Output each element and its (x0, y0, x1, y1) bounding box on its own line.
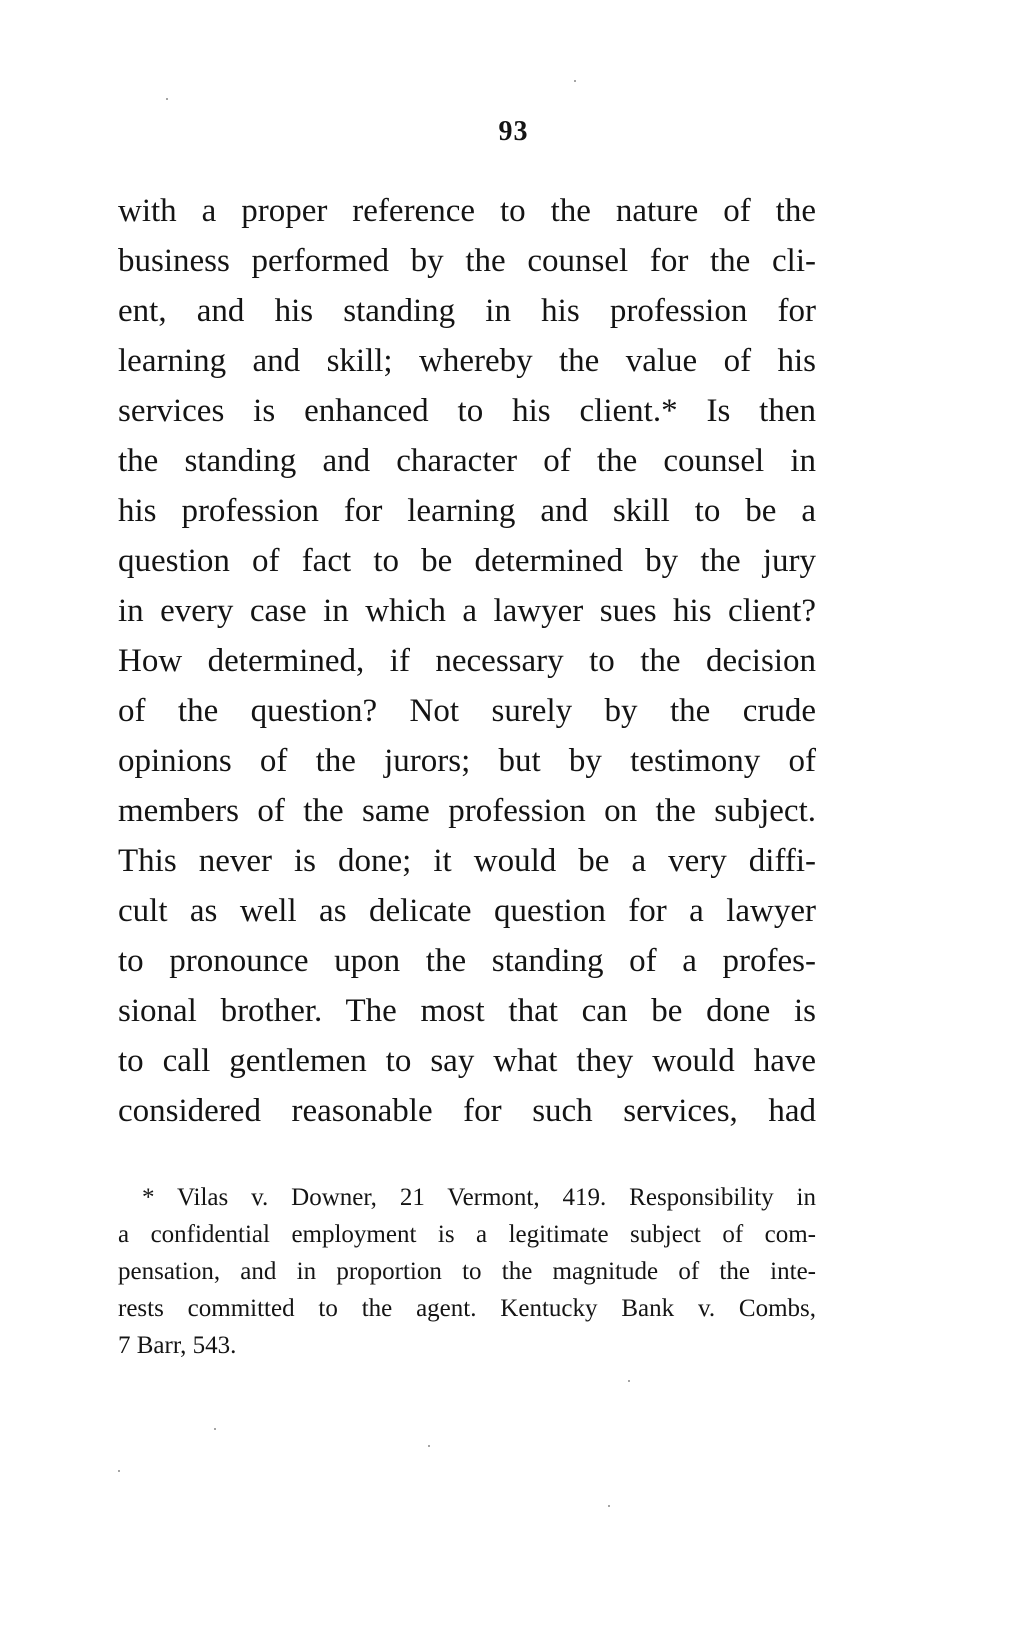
paper-speck (166, 98, 168, 100)
paper-speck (214, 1428, 216, 1430)
body-line: business performed by the counsel for the cli- (118, 243, 816, 279)
paper-speck (118, 1470, 120, 1472)
body-line: his profession for learning and skill to be a (118, 493, 816, 529)
page-number: 93 (498, 116, 529, 147)
body-line: How determined, if necessary to the decision (118, 643, 816, 679)
body-line: the standing and character of the counsel in (118, 443, 816, 479)
body-line: of the question? Not surely by the crude (118, 693, 816, 729)
body-line: members of the same profession on the subject. (118, 793, 816, 829)
body-line: ent, and his standing in his profession for (118, 293, 816, 329)
body-line: in every case in which a lawyer sues his client? (118, 593, 816, 629)
body-line: with a proper reference to the nature of the (118, 193, 816, 229)
body-line: considered reasonable for such services, had (118, 1093, 816, 1129)
body-line: question of fact to be determined by the jury (118, 543, 816, 579)
paper-speck (428, 1445, 430, 1447)
body-text (118, 186, 816, 1136)
footnote-line: rests committed to the agent. Kentucky Bank v. Combs, (118, 1295, 816, 1322)
body-line: sional brother. The most that can be done is (118, 993, 816, 1029)
body-line: This never is done; it would be a very diffi- (118, 843, 816, 879)
body-line: opinions of the jurors; but by testimony of (118, 743, 816, 779)
body-line: services is enhanced to his client.* Is then (118, 393, 816, 429)
paper-speck (608, 1505, 610, 1507)
body-line: to pronounce upon the standing of a profes- (118, 943, 816, 979)
body-line: to call gentlemen to say what they would have (118, 1043, 816, 1079)
footnote-line: 7 Barr, 543. (118, 1332, 237, 1359)
paper-speck (628, 1380, 630, 1382)
footnote-line: a confidential employment is a legitimate subject of com- (118, 1221, 816, 1248)
footnote-line: pensation, and in proportion to the magnitude of the inte- (118, 1258, 816, 1285)
footnote-line: * Vilas v. Downer, 21 Vermont, 419. Responsibility in (142, 1184, 816, 1211)
paper-speck (574, 80, 576, 82)
footnote (118, 1179, 816, 1364)
body-line: cult as well as delicate question for a lawyer (118, 893, 816, 929)
body-line: learning and skill; whereby the value of his (118, 343, 816, 379)
